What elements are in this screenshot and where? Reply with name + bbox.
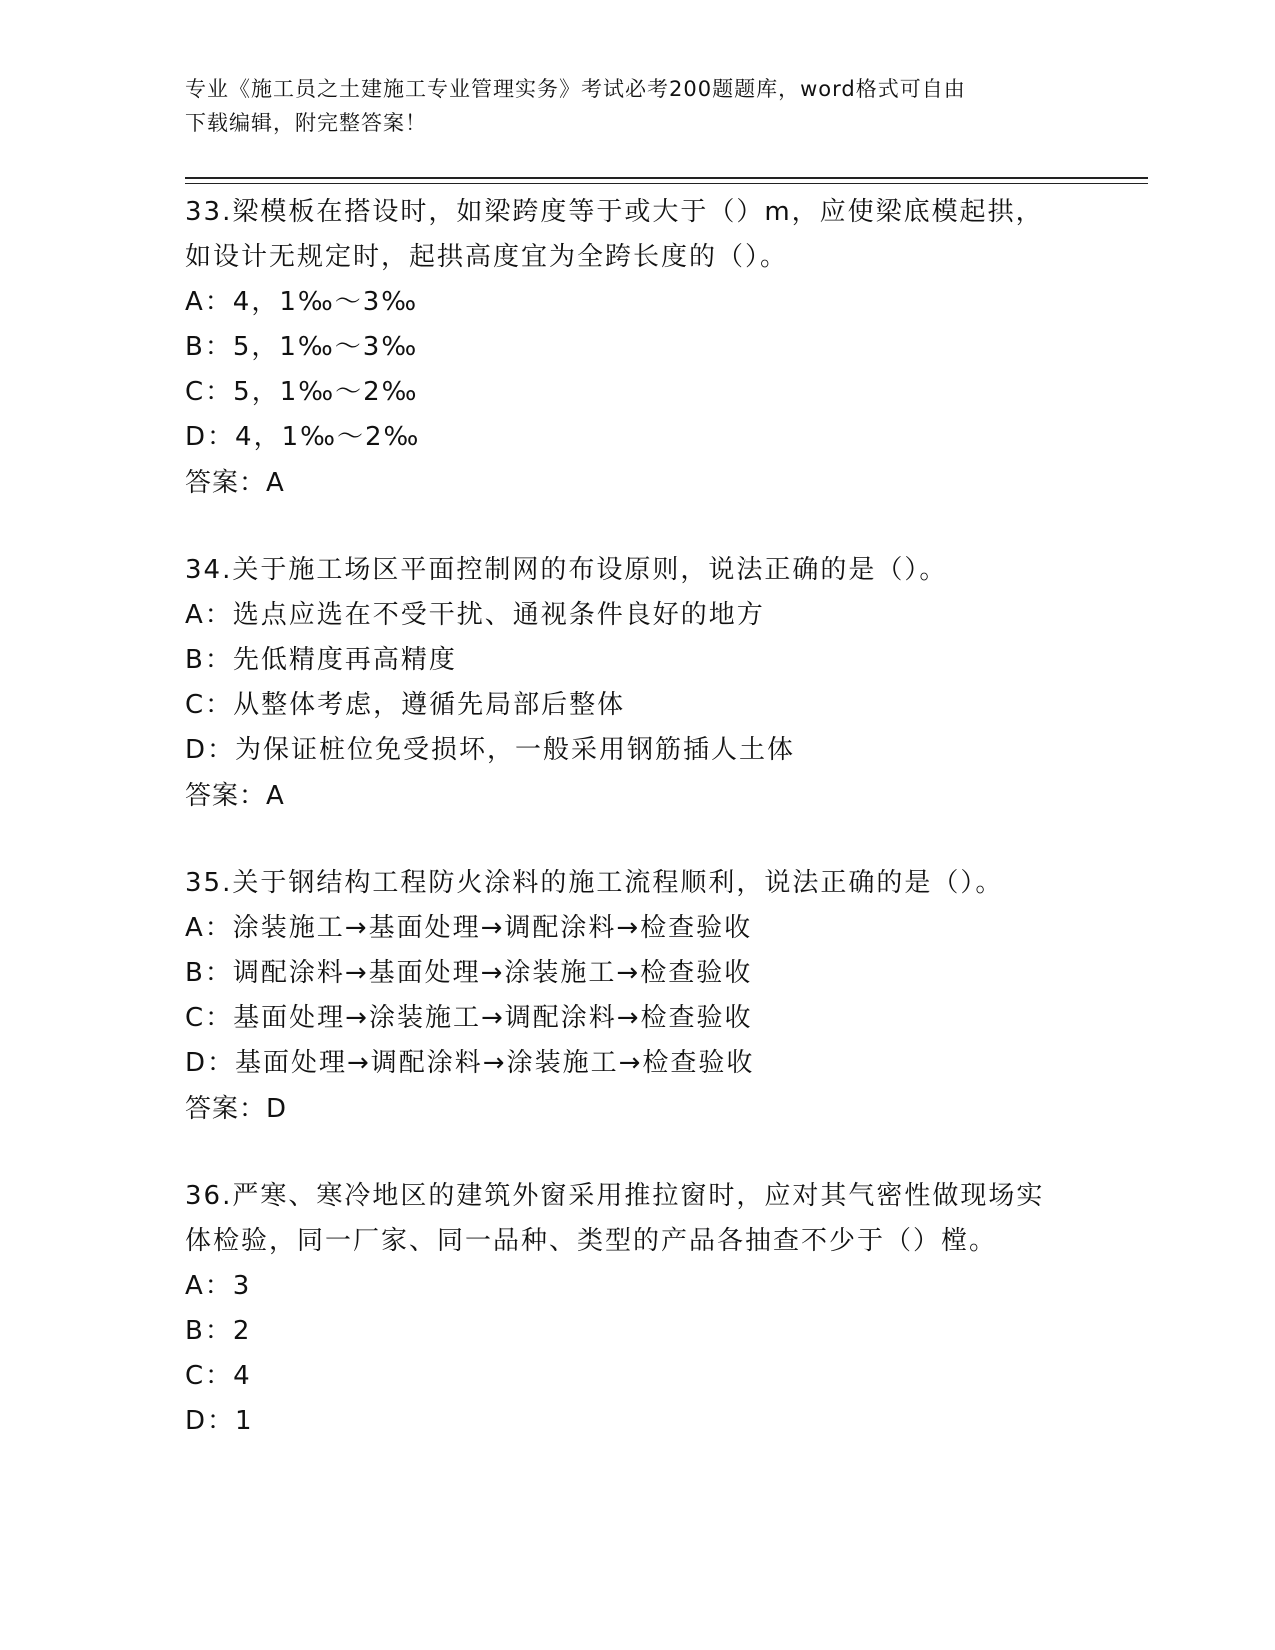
option-b: B：先低精度再高精度 — [185, 645, 457, 675]
answer: 答案：A — [185, 468, 285, 498]
question-list — [185, 190, 1085, 1486]
option-c: C：5，1‰～2‰ — [185, 377, 419, 407]
option-a: A：3 — [185, 1271, 252, 1301]
option-b: B：2 — [185, 1316, 252, 1346]
header-divider-thick — [185, 177, 1148, 179]
question-text: 34.关于施工场区平面控制网的布设原则，说法正确的是（）。 — [185, 555, 948, 585]
question-34 — [185, 548, 1085, 819]
option-d: D：基面处理→调配涂料→涂装施工→检查验收 — [185, 1048, 755, 1078]
question-text: 36.严寒、寒冷地区的建筑外窗采用推拉窗时，应对其气密性做现场实 — [185, 1181, 1045, 1211]
answer: 答案：D — [185, 1094, 288, 1124]
option-d: D：4，1‰～2‰ — [185, 422, 421, 452]
option-a: A：选点应选在不受干扰、通视条件良好的地方 — [185, 600, 765, 630]
question-36 — [185, 1174, 1085, 1444]
answer: 答案：A — [185, 781, 285, 811]
header-line-2: 下载编辑，附完整答案！ — [185, 111, 427, 135]
header-divider-thin — [185, 183, 1148, 184]
option-d: D：为保证桩位免受损坏，一般采用钢筋插人土体 — [185, 735, 796, 765]
option-c: C：从整体考虑，遵循先局部后整体 — [185, 690, 626, 720]
option-c: C：基面处理→涂装施工→调配涂料→检查验收 — [185, 1003, 753, 1033]
question-text: 35.关于钢结构工程防火涂料的施工流程顺利，说法正确的是（）。 — [185, 868, 1004, 898]
option-c: C：4 — [185, 1361, 252, 1391]
option-b: B：调配涂料→基面处理→涂装施工→检查验收 — [185, 958, 753, 988]
question-33 — [185, 190, 1085, 506]
option-a: A：涂装施工→基面处理→调配涂料→检查验收 — [185, 913, 753, 943]
option-a: A：4，1‰～3‰ — [185, 287, 419, 317]
document-header — [185, 72, 1065, 140]
question-35 — [185, 861, 1085, 1132]
question-text: 33.梁模板在搭设时，如梁跨度等于或大于（）m，应使梁底模起拱， — [185, 197, 1044, 227]
option-b: B：5，1‰～3‰ — [185, 332, 419, 362]
header-line-1: 专业《施工员之土建施工专业管理实务》考试必考200题题库，word格式可自由 — [185, 77, 966, 101]
question-text-continued: 如设计无规定时，起拱高度宜为全跨长度的（）。 — [185, 242, 789, 272]
question-text-continued: 体检验，同一厂家、同一品种、类型的产品各抽查不少于（）樘。 — [185, 1226, 998, 1256]
option-d: D：1 — [185, 1406, 254, 1436]
